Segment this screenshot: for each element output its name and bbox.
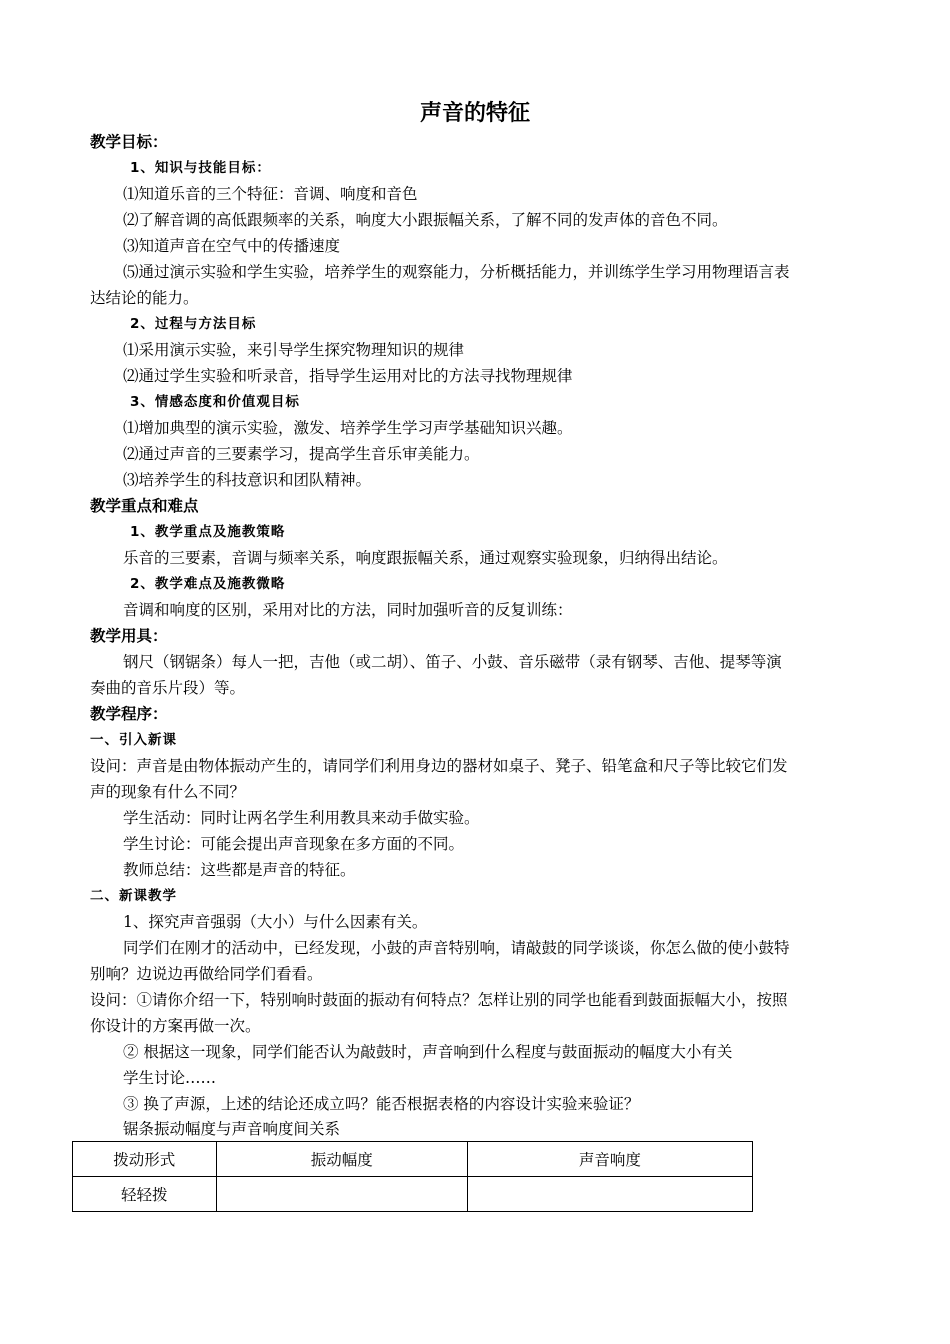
text-line: ② 根据这一现象，同学们能否认为敲鼓时，声音响到什么程度与鼓面振动的幅度大小有关	[123, 1043, 733, 1061]
text-line: 1、知识与技能目标：	[130, 160, 271, 176]
text-line: ⑶知道声音在空气中的传播速度	[123, 237, 341, 255]
table-row	[73, 1177, 753, 1212]
text-line: ⑵了解音调的高低跟频率的关系，响度大小跟振幅关系，了解不同的发声体的音色不同。	[123, 211, 728, 229]
table-header-cell: 振动幅度	[216, 1142, 467, 1177]
text-line: 1、教学重点及施教策略	[130, 524, 286, 540]
text-line: ⑵通过声音的三要素学习，提高学生音乐审美能力。	[123, 445, 480, 463]
table-cell: 轻轻拨	[73, 1177, 217, 1212]
document-title: 声音的特征	[419, 100, 530, 126]
text-line: 音调和响度的区别，采用对比的方法，同时加强听音的反复训练：	[123, 601, 573, 619]
text-line: 教学重点和难点	[90, 496, 199, 515]
text-line: ⑸通过演示实验和学生实验，培养学生的观察能力，分析概括能力，并训练学生学习用物理语言表	[123, 263, 790, 281]
table-header-row	[73, 1142, 753, 1177]
text-line: 教学目标：	[90, 132, 168, 151]
text-line: 2、教学难点及施教微略	[130, 576, 286, 592]
table-header-cell: 拨动形式	[73, 1142, 217, 1177]
table-cell	[467, 1177, 752, 1212]
text-line: 一、引入新课	[90, 732, 177, 748]
text-line: 别响？边说边再做给同学们看看。	[90, 965, 323, 983]
table-header-cell: 声音响度	[467, 1142, 752, 1177]
text-line: 3、情感态度和价值观目标	[130, 394, 300, 410]
text-line: 学生讨论……	[123, 1069, 217, 1087]
text-line: ⑴增加典型的演示实验，激发、培养学生学习声学基础知识兴趣。	[123, 419, 573, 437]
text-line: 达结论的能力。	[90, 289, 199, 307]
vibration-loudness-table	[72, 1141, 753, 1212]
text-line: 教学用具：	[90, 626, 168, 645]
text-line: 乐音的三要素，音调与频率关系，响度跟振幅关系，通过观察实验现象，归纳得出结论。	[123, 549, 728, 567]
text-line: 奏曲的音乐片段）等。	[90, 679, 246, 697]
text-line: 教师总结：这些都是声音的特征。	[123, 861, 356, 879]
text-line: 声的现象有什么不同？	[90, 783, 246, 801]
table-cell	[216, 1177, 467, 1212]
text-line: 设问：声音是由物体振动产生的，请同学们利用身边的器材如桌子、凳子、铅笔盒和尺子等比较它们发	[90, 757, 788, 775]
text-line: 教学程序：	[90, 704, 168, 723]
text-line: 二、新课教学	[90, 888, 177, 904]
text-line: 2、过程与方法目标	[130, 316, 257, 332]
text-line: 锯条振动幅度与声音响度间关系	[123, 1120, 341, 1138]
text-line: ⑵通过学生实验和听录音，指导学生运用对比的方法寻找物理规律	[123, 367, 573, 385]
text-line: 学生讨论：可能会提出声音现象在多方面的不同。	[123, 835, 465, 853]
text-line: 1、探究声音强弱（大小）与什么因素有关。	[123, 913, 428, 931]
text-line: ⑴知道乐音的三个特征：音调、响度和音色	[123, 185, 418, 203]
text-line: 设问：①请你介绍一下，特别响时鼓面的振动有何特点？怎样让别的同学也能看到鼓面振幅大小，按照	[90, 991, 788, 1009]
text-line: ⑶培养学生的科技意识和团队精神。	[123, 471, 372, 489]
text-line: ③ 换了声源，上述的结论还成立吗？能否根据表格的内容设计实验来验证？	[123, 1095, 640, 1113]
text-line: 钢尺（钢锯条）每人一把，吉他（或二胡）、笛子、小鼓、音乐磁带（录有钢琴、吉他、提琴等演	[123, 653, 782, 671]
text-line: 你设计的方案再做一次。	[90, 1017, 261, 1035]
text-line: ⑴采用演示实验，来引导学生探究物理知识的规律	[123, 341, 465, 359]
text-line: 同学们在刚才的活动中，已经发现，小鼓的声音特别响，请敲鼓的同学谈谈，你怎么做的使小鼓特	[123, 939, 790, 957]
text-line: 学生活动：同时让两名学生利用教具来动手做实验。	[123, 809, 480, 827]
